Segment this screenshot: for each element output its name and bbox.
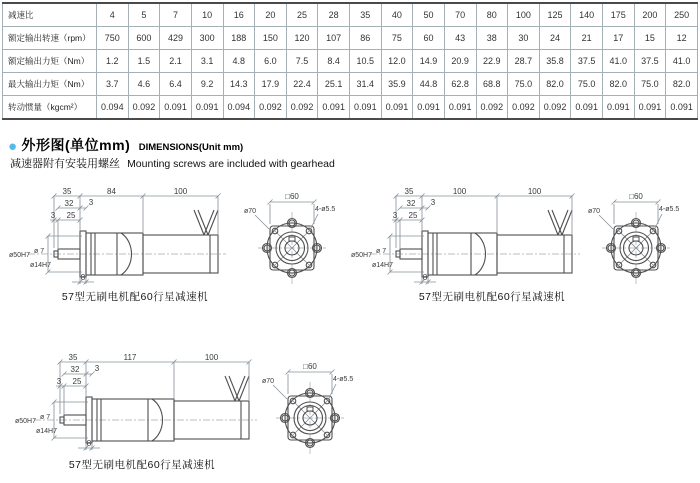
svg-text:3: 3 <box>50 211 56 220</box>
svg-text:ø14H7: ø14H7 <box>372 262 394 269</box>
spec-cell: 3.7 <box>97 73 129 96</box>
dimensions-section-title <box>8 135 243 155</box>
spec-cell: 600 <box>128 27 160 50</box>
spec-cell: 35.9 <box>381 73 413 96</box>
svg-text:25: 25 <box>66 211 76 220</box>
drawing-caption-3: 57型无刷电机配60行星减速机 <box>68 459 216 471</box>
spec-cell: 24 <box>539 27 571 50</box>
front-view-drawing-3 <box>260 358 372 463</box>
spec-cell: 38 <box>476 27 508 50</box>
spec-cell: 5 <box>128 3 160 27</box>
spec-table-body <box>3 3 698 119</box>
spec-cell: 250 <box>666 3 698 27</box>
svg-text:25: 25 <box>408 211 418 220</box>
spec-cell: 0.092 <box>539 96 571 120</box>
spec-cell: 50 <box>413 3 445 27</box>
svg-text:32: 32 <box>64 199 74 208</box>
front-view-drawing-1 <box>242 188 354 293</box>
spec-cell: 4.6 <box>128 73 160 96</box>
spec-cell: 10.5 <box>350 50 382 73</box>
spec-cell: 0.091 <box>413 96 445 120</box>
spec-cell: 150 <box>255 27 287 50</box>
spec-row <box>3 27 698 50</box>
svg-text:8: 8 <box>86 439 92 448</box>
spec-cell: 25.1 <box>318 73 350 96</box>
svg-text:100: 100 <box>527 187 542 196</box>
spec-cell: 12 <box>666 27 698 50</box>
spec-cell: 16 <box>223 3 255 27</box>
spec-cell: 7.5 <box>286 50 318 73</box>
spec-cell: 28.7 <box>508 50 540 73</box>
spec-row <box>3 73 698 96</box>
svg-text:8: 8 <box>422 273 428 282</box>
spec-cell: 0.091 <box>603 96 635 120</box>
svg-text:3: 3 <box>88 198 94 207</box>
spec-cell: 22.4 <box>286 73 318 96</box>
spec-cell: 70 <box>444 3 476 27</box>
svg-text:ø50H7: ø50H7 <box>15 418 37 425</box>
spec-cell: 1.2 <box>97 50 129 73</box>
svg-text:4-ø5.5: 4-ø5.5 <box>315 206 336 213</box>
spec-cell: 200 <box>634 3 666 27</box>
spec-cell: 82.0 <box>666 73 698 96</box>
spec-cell: 429 <box>160 27 192 50</box>
spec-cell: 41.0 <box>603 50 635 73</box>
svg-text:ø70: ø70 <box>588 208 601 215</box>
spec-cell: 8.4 <box>318 50 350 73</box>
svg-text:3: 3 <box>392 211 398 220</box>
spec-cell: 0.092 <box>476 96 508 120</box>
spec-cell: 188 <box>223 27 255 50</box>
spec-cell: 31.4 <box>350 73 382 96</box>
svg-text:100: 100 <box>452 187 467 196</box>
spec-cell: 750 <box>97 27 129 50</box>
spec-cell: 0.092 <box>508 96 540 120</box>
svg-text:□60: □60 <box>629 192 643 201</box>
svg-text:3: 3 <box>430 198 436 207</box>
spec-cell: 75.0 <box>571 73 603 96</box>
svg-text:ø 7: ø 7 <box>40 414 51 421</box>
spec-row-header: 最大输出力矩（Nm） <box>3 73 97 96</box>
svg-text:35: 35 <box>404 187 414 196</box>
spec-cell: 0.091 <box>634 96 666 120</box>
side-view-drawing-3 <box>14 352 261 452</box>
svg-text:□60: □60 <box>303 362 317 371</box>
spec-cell: 20.9 <box>444 50 476 73</box>
spec-cell: 75 <box>381 27 413 50</box>
svg-text:25: 25 <box>72 377 82 386</box>
spec-cell: 120 <box>286 27 318 50</box>
section-bullet-icon: ● <box>8 138 18 155</box>
spec-row <box>3 3 698 27</box>
svg-text:84: 84 <box>107 187 116 196</box>
spec-cell: 6.4 <box>160 73 192 96</box>
spec-cell: 2.1 <box>160 50 192 73</box>
spec-cell: 0.091 <box>191 96 223 120</box>
svg-text:ø70: ø70 <box>244 208 257 215</box>
spec-cell: 80 <box>476 3 508 27</box>
spec-cell: 22.9 <box>476 50 508 73</box>
svg-text:117: 117 <box>123 353 137 362</box>
spec-cell: 0.092 <box>286 96 318 120</box>
spec-cell: 68.8 <box>476 73 508 96</box>
spec-cell: 6.0 <box>255 50 287 73</box>
side-view-drawing-2 <box>350 186 584 286</box>
spec-row <box>3 96 698 120</box>
spec-cell: 62.8 <box>444 73 476 96</box>
note-cn: 减速器附有安装用螺丝 <box>10 158 120 170</box>
spec-cell: 7 <box>160 3 192 27</box>
spec-cell: 0.091 <box>666 96 698 120</box>
spec-cell: 14.3 <box>223 73 255 96</box>
svg-text:ø50H7: ø50H7 <box>9 252 31 259</box>
spec-cell: 4 <box>97 3 129 27</box>
spec-cell: 10 <box>191 3 223 27</box>
spec-cell: 43 <box>444 27 476 50</box>
spec-cell: 0.091 <box>444 96 476 120</box>
spec-cell: 30 <box>508 27 540 50</box>
svg-text:35: 35 <box>62 187 72 196</box>
spec-cell: 0.092 <box>255 96 287 120</box>
spec-cell: 75.0 <box>634 73 666 96</box>
spec-cell: 107 <box>318 27 350 50</box>
spec-row-header: 转动惯量（kgcm²） <box>3 96 97 120</box>
side-view-drawing-1 <box>8 186 230 286</box>
spec-cell: 86 <box>350 27 382 50</box>
spec-cell: 14.9 <box>413 50 445 73</box>
spec-cell: 35 <box>350 3 382 27</box>
spec-row <box>3 50 698 73</box>
spec-cell: 60 <box>413 27 445 50</box>
spec-cell: 1.5 <box>128 50 160 73</box>
spec-cell: 0.094 <box>97 96 129 120</box>
svg-text:3: 3 <box>94 364 100 373</box>
spec-cell: 12.0 <box>381 50 413 73</box>
svg-text:ø 7: ø 7 <box>34 248 45 255</box>
spec-cell: 3.1 <box>191 50 223 73</box>
svg-text:ø14H7: ø14H7 <box>30 262 52 269</box>
spec-cell: 0.092 <box>128 96 160 120</box>
svg-text:8: 8 <box>80 273 86 282</box>
drawing-caption-1: 57型无刷电机配60行星减速机 <box>61 291 209 303</box>
drawing-caption-2: 57型无刷电机配60行星减速机 <box>418 291 566 303</box>
spec-cell: 17.9 <box>255 73 287 96</box>
note-en: Mounting screws are included with gearhead <box>127 158 335 170</box>
spec-cell: 100 <box>508 3 540 27</box>
spec-cell: 37.5 <box>571 50 603 73</box>
spec-table <box>2 2 698 120</box>
svg-text:4-ø5.5: 4-ø5.5 <box>333 376 354 383</box>
spec-row-header: 额定输出力矩（Nm） <box>3 50 97 73</box>
spec-cell: 17 <box>603 27 635 50</box>
svg-text:32: 32 <box>406 199 416 208</box>
spec-cell: 0.091 <box>318 96 350 120</box>
svg-text:32: 32 <box>70 365 80 374</box>
spec-cell: 0.094 <box>223 96 255 120</box>
spec-row-header: 额定输出转速（rpm） <box>3 27 97 50</box>
spec-row-header: 减速比 <box>3 3 97 27</box>
svg-text:100: 100 <box>204 353 219 362</box>
spec-cell: 82.0 <box>539 73 571 96</box>
spec-cell: 40 <box>381 3 413 27</box>
spec-cell: 15 <box>634 27 666 50</box>
spec-cell: 28 <box>318 3 350 27</box>
spec-cell: 125 <box>539 3 571 27</box>
spec-cell: 82.0 <box>603 73 635 96</box>
spec-cell: 0.091 <box>350 96 382 120</box>
spec-cell: 140 <box>571 3 603 27</box>
spec-cell: 44.8 <box>413 73 445 96</box>
spec-cell: 21 <box>571 27 603 50</box>
section-title-cn: 外形图(单位mm) <box>21 137 131 153</box>
spec-cell: 75.0 <box>508 73 540 96</box>
spec-cell: 0.091 <box>571 96 603 120</box>
svg-text:3: 3 <box>56 377 62 386</box>
svg-text:100: 100 <box>173 187 188 196</box>
spec-cell: 20 <box>255 3 287 27</box>
svg-text:ø50H7: ø50H7 <box>351 252 373 259</box>
spec-cell: 37.5 <box>634 50 666 73</box>
svg-text:35: 35 <box>68 353 78 362</box>
svg-text:ø 7: ø 7 <box>376 248 387 255</box>
spec-cell: 4.8 <box>223 50 255 73</box>
section-title-en: DIMENSIONS(Unit mm) <box>138 142 244 153</box>
spec-cell: 35.8 <box>539 50 571 73</box>
spec-cell: 41.0 <box>666 50 698 73</box>
svg-text:ø70: ø70 <box>262 378 275 385</box>
svg-text:ø14H7: ø14H7 <box>36 428 58 435</box>
spec-cell: 25 <box>286 3 318 27</box>
svg-text:4-ø5.5: 4-ø5.5 <box>659 206 680 213</box>
spec-cell: 300 <box>191 27 223 50</box>
mounting-screws-note <box>10 155 335 171</box>
svg-text:□60: □60 <box>285 192 299 201</box>
spec-cell: 0.091 <box>381 96 413 120</box>
spec-cell: 0.091 <box>160 96 192 120</box>
front-view-drawing-2 <box>586 188 698 293</box>
spec-cell: 175 <box>603 3 635 27</box>
spec-cell: 9.2 <box>191 73 223 96</box>
